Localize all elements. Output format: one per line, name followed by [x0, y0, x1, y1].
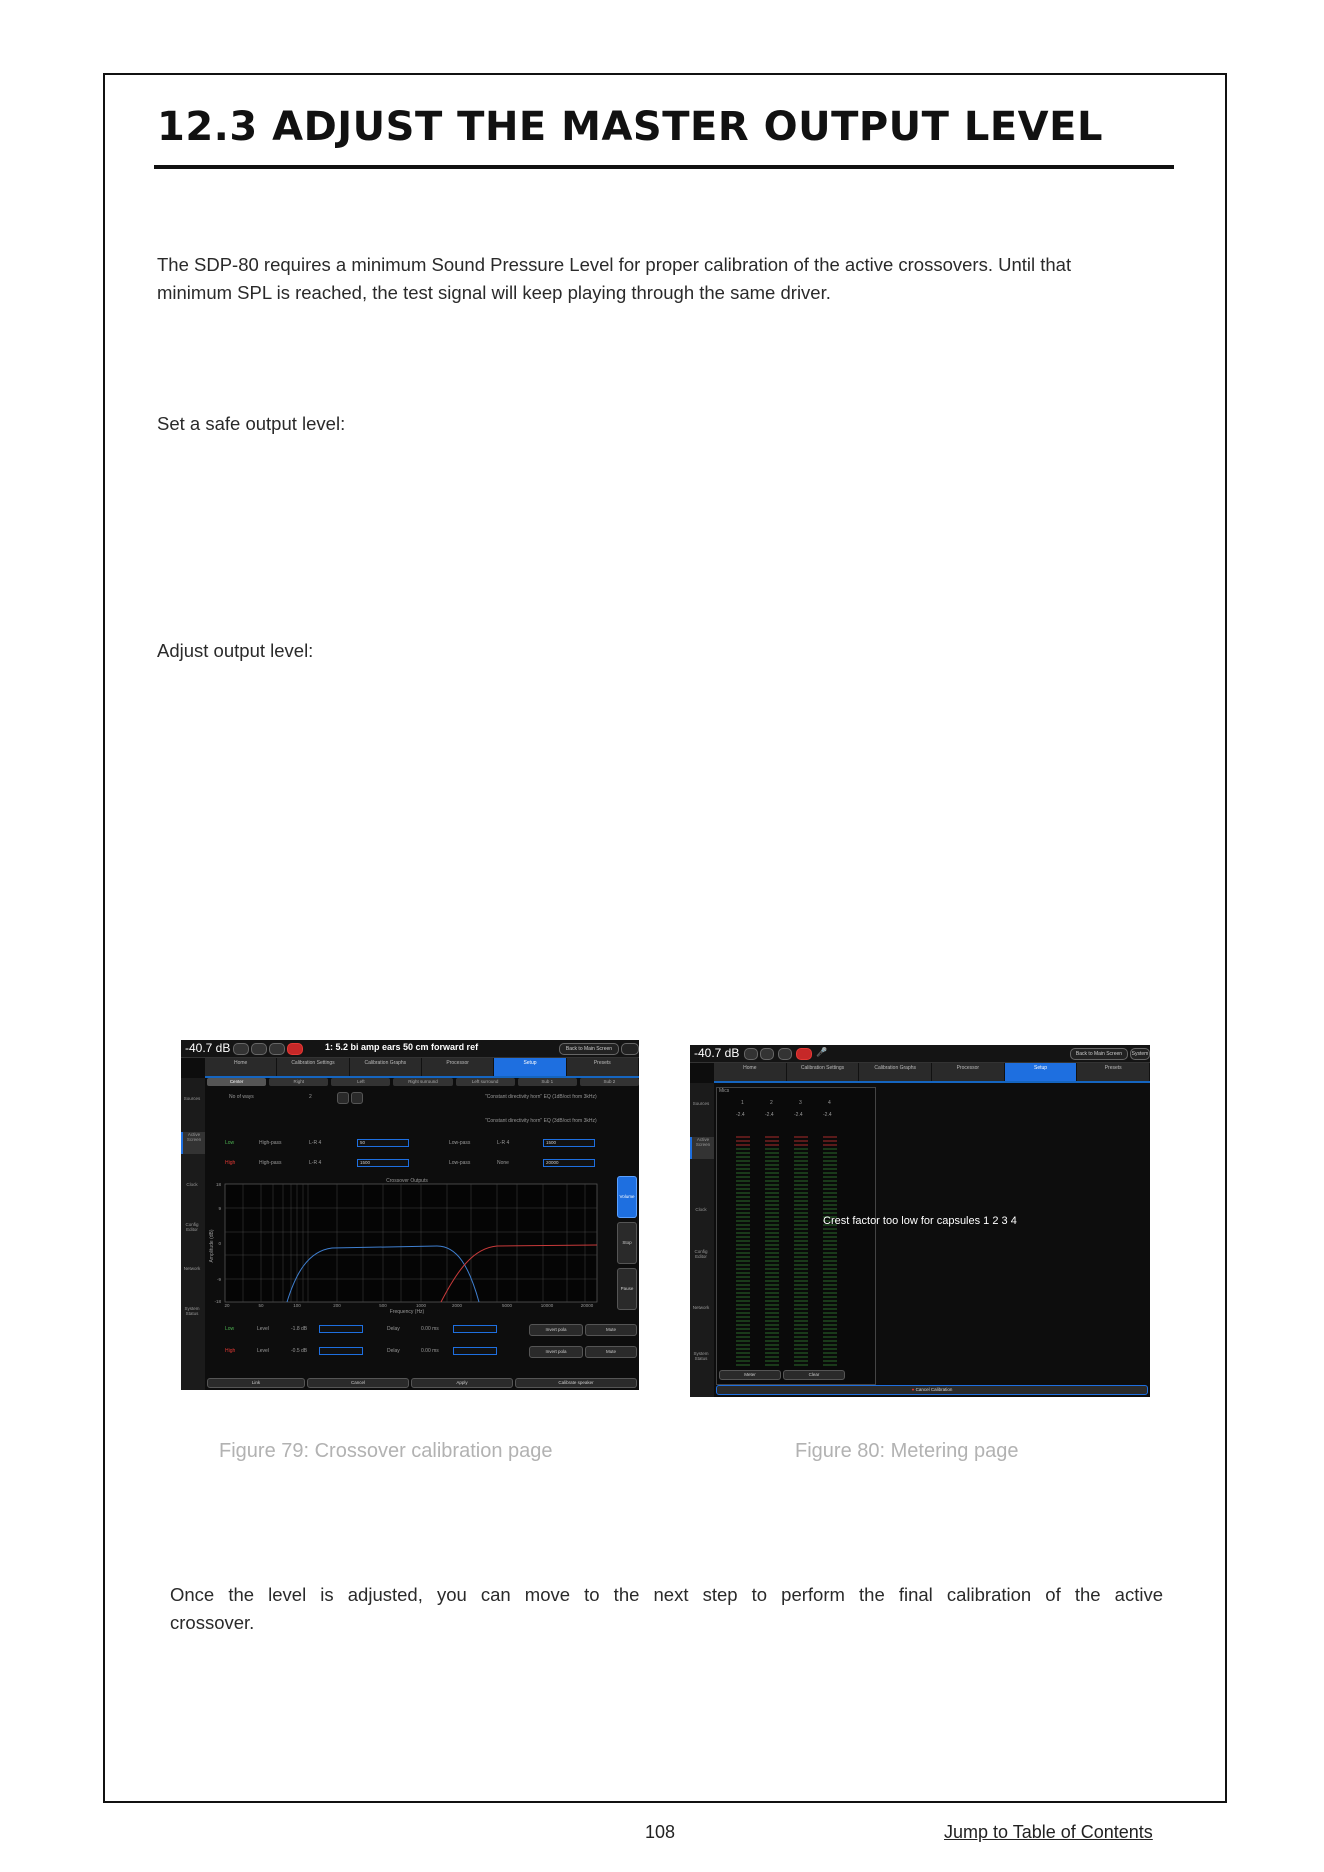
set-safe-level-label: Set a safe output level: — [157, 413, 346, 434]
subtab-sub-2[interactable]: Sub 2 — [580, 1078, 639, 1086]
low-highpass-slope[interactable]: L-R 4 — [309, 1140, 322, 1146]
x-tick: 2000 — [451, 1303, 463, 1308]
high-lowpass-label: Low-pass — [449, 1160, 471, 1166]
crossover-graph — [207, 1176, 607, 1316]
figure-80-caption: Figure 80: Metering page — [795, 1440, 1019, 1462]
figure-79-caption: Figure 79: Crossover calibration page — [219, 1440, 553, 1462]
y-tick: 0 — [218, 1241, 221, 1246]
mic-meters-panel — [716, 1087, 876, 1385]
link-button[interactable]: Link — [207, 1378, 305, 1388]
x-tick: 1000 — [415, 1303, 427, 1308]
back-to-main-button[interactable]: Back to Main Screen — [559, 1043, 619, 1055]
channel-level: -2.4 — [794, 1112, 803, 1118]
mics-label: Mics — [719, 1088, 730, 1094]
channel-number: 2 — [770, 1100, 773, 1106]
level-meter — [794, 1136, 808, 1366]
x-tick: 5000 — [501, 1303, 513, 1308]
pill-button[interactable] — [251, 1043, 267, 1055]
high-level-value: -0.5 dB — [291, 1348, 308, 1354]
tab-home[interactable]: Home — [205, 1058, 277, 1076]
calibrate-speaker-button[interactable]: Calibrate speaker — [515, 1378, 637, 1388]
intro-paragraph-line-2: minimum SPL is reached, the test signal will keep playing through the same driver. — [157, 282, 831, 303]
high-row-label: High — [225, 1160, 236, 1166]
subtab-sub-1[interactable]: Sub 1 — [518, 1078, 577, 1086]
pause-side-button[interactable]: Pause — [617, 1268, 637, 1310]
high-delay-value: 0.00 ms — [421, 1348, 439, 1354]
subtab-left-surround[interactable]: Left surround — [456, 1078, 515, 1086]
back-to-main-button[interactable]: Back to Main Screen — [1070, 1048, 1128, 1060]
preset-status: 1: 5.2 bi amp ears 50 cm forward ref — [325, 1042, 479, 1052]
high-lowpass-freq-input[interactable]: 20000 — [543, 1159, 595, 1167]
subtab-right-surround[interactable]: Right surround — [393, 1078, 452, 1086]
low-row-label: Low — [225, 1140, 235, 1146]
speaker-subtabs — [207, 1078, 639, 1086]
toc-link[interactable]: Jump to Table of Contents — [944, 1822, 1153, 1842]
sidebar-item-system-status[interactable]: System Status — [693, 1351, 709, 1361]
level-meter — [765, 1136, 779, 1366]
high-mute-button[interactable]: Mute — [585, 1346, 637, 1358]
high-output-label: High — [225, 1348, 236, 1354]
y-tick: 18 — [215, 1182, 221, 1187]
tab-calibration-graphs[interactable]: Calibration Graphs — [859, 1063, 932, 1081]
high-invert-polarity-button[interactable]: Invert pola — [529, 1346, 583, 1358]
x-tick: 10000 — [540, 1303, 554, 1308]
pill-button[interactable] — [269, 1043, 285, 1055]
intro-paragraph-line-1: The SDP-80 requires a minimum Sound Pressure Level for proper calibration of the active crossovers. Until that — [157, 254, 1072, 275]
eq-option-1[interactable]: "Constant directivity horn" EQ (1dB/oct from 3kHz) — [485, 1094, 597, 1100]
x-tick: 100 — [293, 1303, 301, 1308]
high-delay-label: Delay — [387, 1348, 400, 1354]
page-frame — [103, 73, 1227, 1803]
low-delay-label: Delay — [387, 1326, 400, 1332]
high-highpass-slope[interactable]: L-R 4 — [309, 1160, 322, 1166]
tab-setup[interactable]: Setup — [494, 1058, 566, 1076]
sidebar-item-network[interactable]: Network — [183, 1266, 201, 1271]
low-highpass-freq-input[interactable]: 50 — [357, 1139, 409, 1147]
tab-setup[interactable]: Setup — [1005, 1063, 1078, 1081]
x-tick: 200 — [333, 1303, 341, 1308]
graph-x-axis-label: Frequency (Hz) — [389, 1309, 425, 1315]
y-tick: 9 — [218, 1206, 221, 1211]
high-delay-slider[interactable] — [453, 1347, 497, 1355]
channel-level: -2.4 — [765, 1112, 774, 1118]
apply-button[interactable]: Apply — [411, 1378, 513, 1388]
level-meter — [823, 1136, 837, 1366]
volume-readout: -40.7 dB — [694, 1046, 740, 1060]
low-invert-polarity-button[interactable]: Invert pola — [529, 1324, 583, 1336]
y-tick: -18 — [214, 1299, 221, 1304]
sidebar-item-sources[interactable]: Sources — [692, 1101, 710, 1106]
record-indicator-icon — [796, 1048, 812, 1060]
high-lowpass-slope[interactable]: None — [497, 1160, 509, 1166]
system-button[interactable]: System — [1130, 1048, 1150, 1060]
page-number: 108 — [645, 1822, 676, 1842]
crest-factor-warning: Crest factor too low for capsules 1 2 3 4 — [823, 1215, 1017, 1227]
system-button[interactable] — [621, 1043, 639, 1055]
microphone-icon: 🎤 — [816, 1047, 828, 1057]
pill-button[interactable] — [233, 1043, 249, 1055]
record-indicator-icon — [287, 1043, 303, 1055]
section-title: 12.3 ADJUST THE MASTER OUTPUT LEVEL — [157, 104, 1103, 150]
top-bar — [690, 1045, 1150, 1063]
cancel-button[interactable]: Cancel — [307, 1378, 409, 1388]
high-highpass-label: High-pass — [259, 1160, 282, 1166]
cancel-calibration-button[interactable] — [716, 1385, 1148, 1395]
high-level-slider[interactable] — [319, 1347, 363, 1355]
channel-number: 3 — [799, 1100, 802, 1106]
graph-y-ticks — [214, 1182, 221, 1304]
sidebar-item-clock[interactable]: Clock — [695, 1207, 707, 1212]
low-lowpass-label: Low-pass — [449, 1140, 471, 1146]
tab-processor[interactable]: Processor — [422, 1058, 494, 1076]
outro-paragraph-line-2: crossover. — [170, 1612, 255, 1633]
tab-calibration-settings[interactable]: Calibration Settings — [787, 1063, 860, 1081]
main-tabs — [205, 1058, 639, 1078]
low-delay-slider[interactable] — [453, 1325, 497, 1333]
channel-number: 4 — [828, 1100, 831, 1106]
volume-readout: -40.7 dB — [185, 1041, 231, 1055]
meter-button[interactable]: Meter — [719, 1370, 781, 1380]
title-rule — [154, 165, 1174, 169]
channel-number: 1 — [741, 1100, 744, 1106]
clear-button[interactable]: Clear — [783, 1370, 845, 1380]
channel-level: -2.4 — [823, 1112, 832, 1118]
adjust-level-label: Adjust output level: — [157, 640, 314, 661]
decrease-ways-button[interactable] — [337, 1092, 349, 1104]
crossover-calibration-screenshot — [181, 1040, 639, 1390]
low-level-value: -1.8 dB — [291, 1326, 308, 1332]
sidebar-item-active-screen[interactable]: Active Screen — [690, 1137, 714, 1159]
low-level-slider[interactable] — [319, 1325, 363, 1333]
low-level-label: Level — [257, 1326, 269, 1332]
tab-home[interactable]: Home — [714, 1063, 787, 1081]
tab-presets[interactable]: Presets — [567, 1058, 639, 1076]
sidebar-item-sources[interactable]: Sources — [183, 1096, 201, 1101]
top-bar — [181, 1040, 639, 1058]
sidebar-item-config-editor[interactable]: Config Editor — [185, 1222, 199, 1232]
sidebar-item-clock[interactable]: Clock — [186, 1182, 198, 1187]
num-ways-label: No of ways — [229, 1094, 254, 1100]
x-tick: 500 — [379, 1303, 387, 1308]
graph-title: Crossover Outputs — [386, 1178, 428, 1184]
low-lowpass-slope[interactable]: L-R 4 — [497, 1140, 510, 1146]
pill-button[interactable] — [760, 1048, 774, 1060]
tab-calibration-settings[interactable]: Calibration Settings — [277, 1058, 349, 1076]
subtab-right[interactable]: Right — [269, 1078, 328, 1086]
sidebar — [181, 1078, 205, 1390]
num-ways-value: 2 — [309, 1094, 312, 1100]
sidebar-item-active-screen[interactable]: Active Screen — [181, 1132, 205, 1154]
stop-side-button[interactable]: Stop — [617, 1222, 637, 1264]
y-tick: -9 — [216, 1277, 221, 1282]
high-level-label: Level — [257, 1348, 269, 1354]
low-lowpass-freq-input[interactable]: 1500 — [543, 1139, 595, 1147]
subtab-center[interactable]: Center — [207, 1078, 266, 1086]
cancel-calibration-label: Cancel Calibration — [915, 1387, 953, 1392]
subtab-left[interactable]: Left — [331, 1078, 390, 1086]
main-tabs — [714, 1063, 1150, 1083]
tab-presets[interactable]: Presets — [1077, 1063, 1150, 1081]
x-tick: 50 — [258, 1303, 264, 1308]
tab-processor[interactable]: Processor — [932, 1063, 1005, 1081]
increase-ways-button[interactable] — [351, 1092, 363, 1104]
low-highpass-label: High-pass — [259, 1140, 282, 1146]
volume-side-button[interactable]: Volume — [617, 1176, 637, 1218]
cancel-dot-icon: ● — [911, 1387, 915, 1392]
pill-button[interactable] — [778, 1048, 792, 1060]
outro-paragraph-line-1: Once the level is adjusted, you can move to the next step to perform the final calibration of the active — [170, 1584, 1163, 1605]
channel-level: -2.4 — [736, 1112, 745, 1118]
low-delay-value: 0.00 ms — [421, 1326, 439, 1332]
graph-x-ticks — [224, 1303, 593, 1308]
sidebar-item-config-editor[interactable]: Config Editor — [694, 1249, 708, 1259]
tab-calibration-graphs[interactable]: Calibration Graphs — [350, 1058, 422, 1076]
sidebar — [690, 1083, 714, 1397]
pill-button[interactable] — [744, 1048, 758, 1060]
graph-y-axis-label: Amplitude (dB) — [209, 1229, 215, 1263]
level-meter — [736, 1136, 750, 1366]
high-highpass-freq-input[interactable]: 1500 — [357, 1159, 409, 1167]
sidebar-item-system-status[interactable]: System Status — [184, 1306, 200, 1316]
low-output-label: Low — [225, 1326, 235, 1332]
metering-page-screenshot — [690, 1045, 1150, 1397]
sidebar-item-network[interactable]: Network — [692, 1305, 710, 1310]
eq-option-2[interactable]: "Constant directivity horn" EQ (3dB/oct from 3kHz) — [485, 1118, 597, 1124]
low-mute-button[interactable]: Mute — [585, 1324, 637, 1336]
x-tick: 20000 — [580, 1303, 594, 1308]
x-tick: 20 — [224, 1303, 230, 1308]
